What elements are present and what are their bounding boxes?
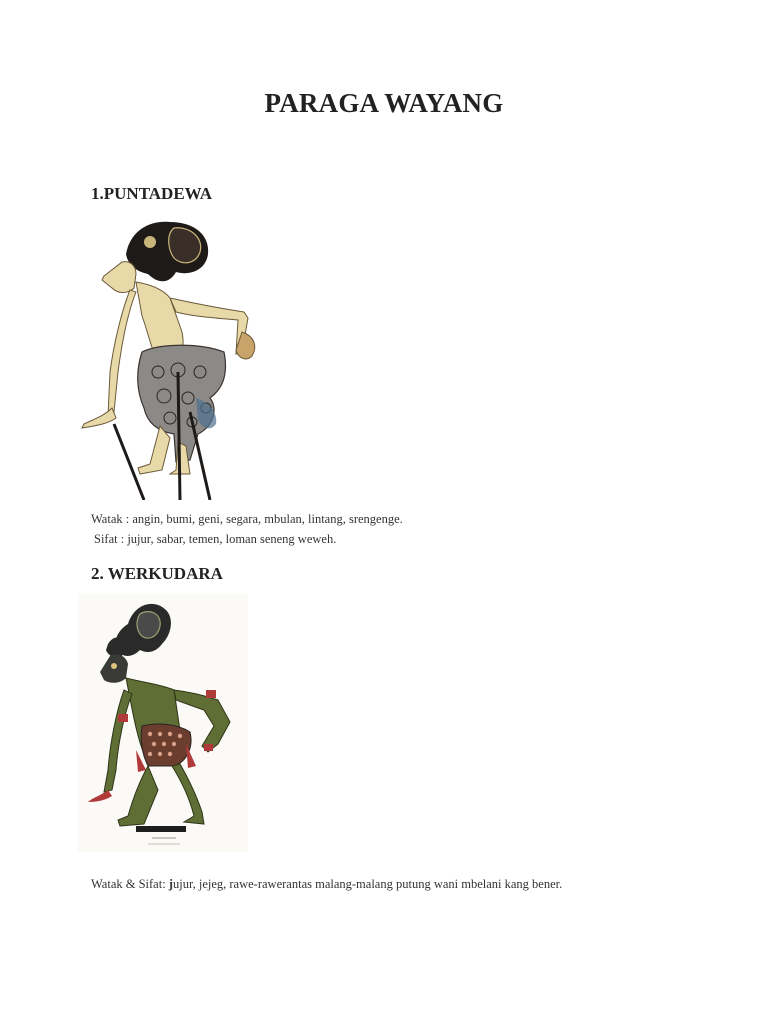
puntadewa-sifat: Sifat : jujur, sabar, temen, loman seneng weweh. <box>94 532 337 546</box>
wayang-puntadewa-icon <box>78 212 278 500</box>
watak-sifat-label: Watak & Sifat: <box>91 877 169 891</box>
watak-sifat-text: ujur, jejeg, rawe-rawerantas malang-malang putung wani mbelani kang bener. <box>172 877 563 891</box>
wayang-werkudara-icon <box>78 594 248 852</box>
watak-sifat-first-letter: j <box>168 877 173 891</box>
section-heading-werkudara: 2. WERKUDARA <box>91 564 223 583</box>
page-title: PARAGA WAYANG <box>264 88 504 118</box>
puntadewa-watak: Watak : angin, bumi, geni, segara, mbulan, lintang, srengenge. <box>91 512 403 526</box>
section-heading-puntadewa: 1.PUNTADEWA <box>91 184 213 203</box>
werkudara-watak-sifat <box>91 877 562 892</box>
